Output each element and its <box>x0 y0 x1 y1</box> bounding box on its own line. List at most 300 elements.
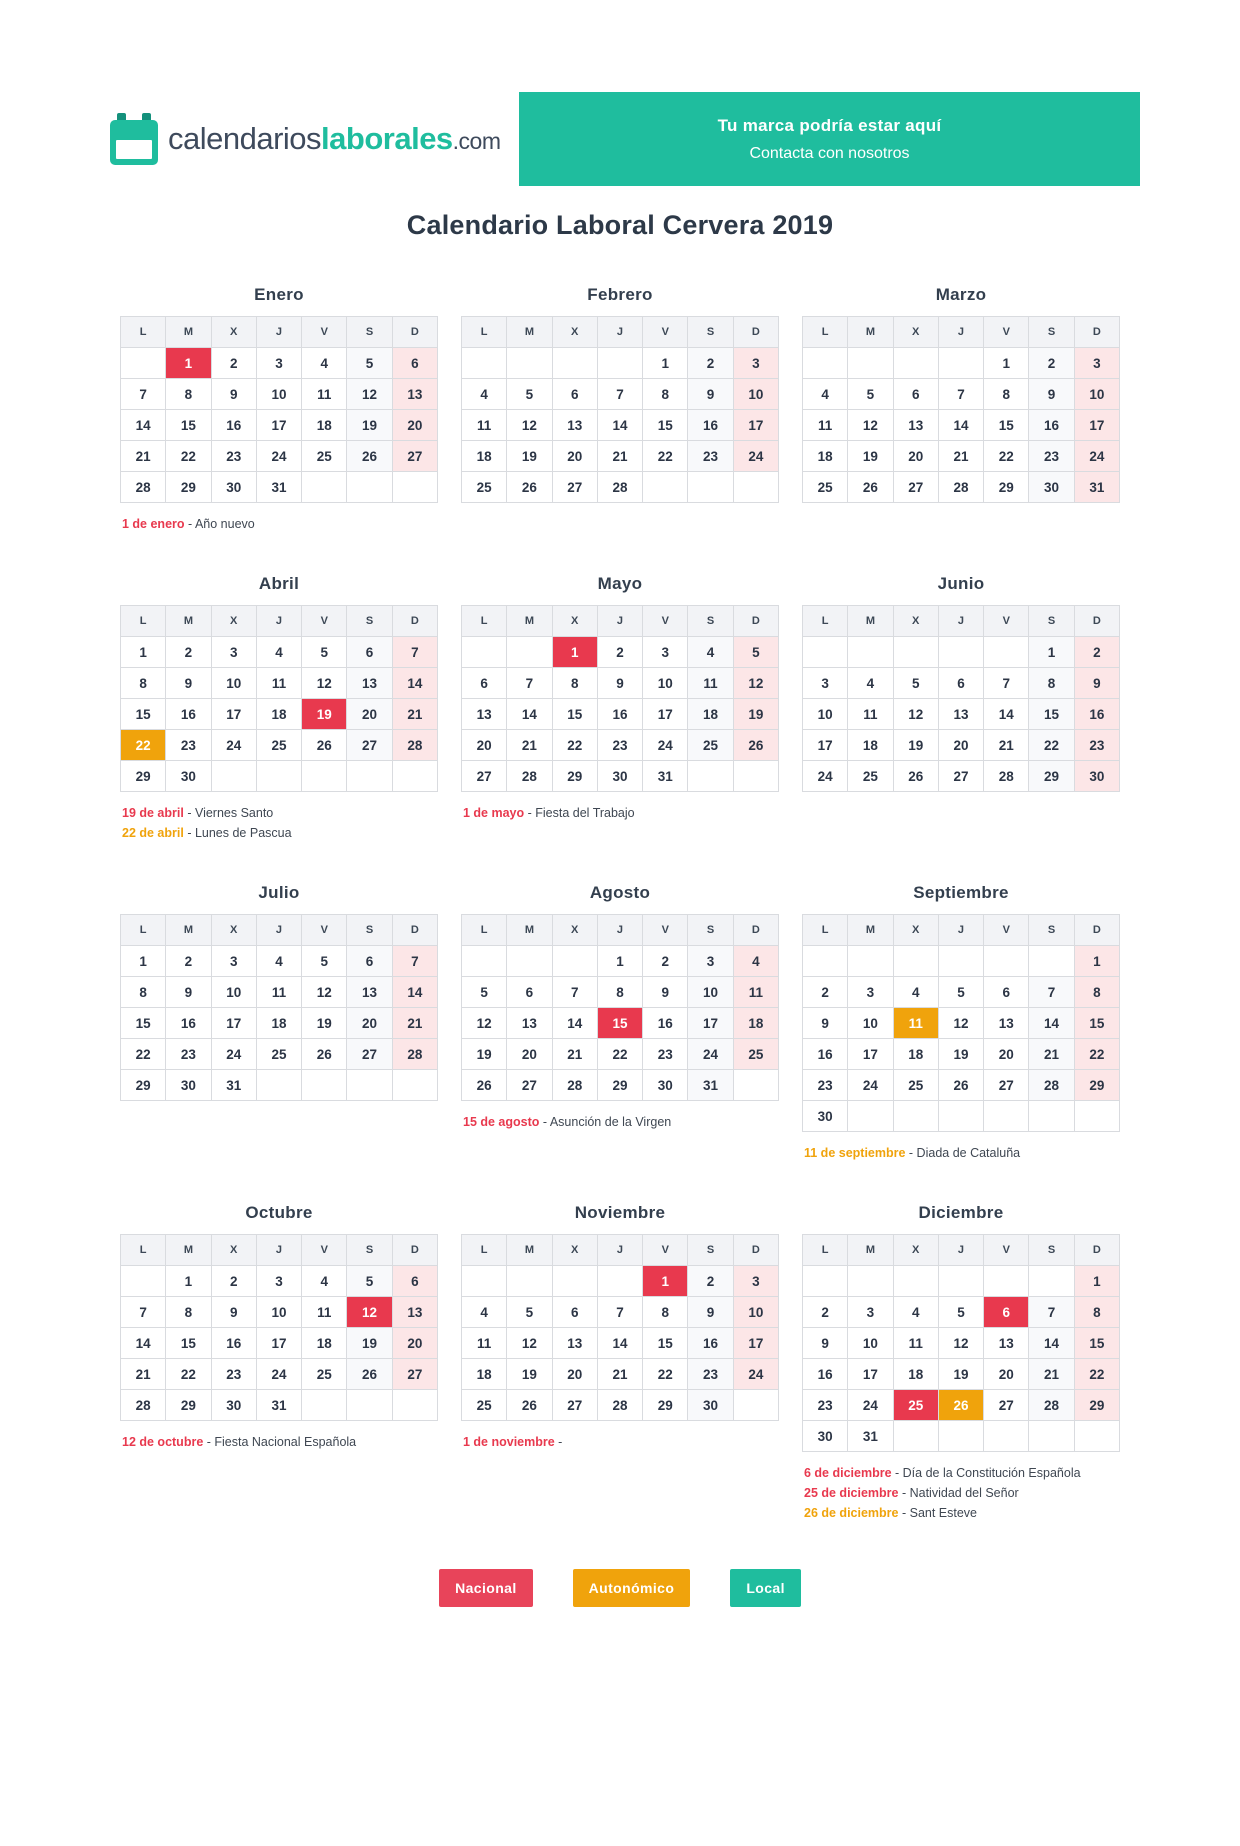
weekday-header-M: M <box>848 1235 893 1266</box>
day-cell: 14 <box>597 1328 642 1359</box>
empty-cell <box>938 1101 983 1132</box>
day-cell: 13 <box>552 410 597 441</box>
day-cell: 20 <box>392 410 437 441</box>
day-cell: 11 <box>733 977 778 1008</box>
calendar-table-junio <box>802 605 1120 792</box>
day-cell: 28 <box>121 472 166 503</box>
day-cell: 3 <box>256 348 301 379</box>
empty-cell <box>597 348 642 379</box>
empty-cell <box>893 1101 938 1132</box>
day-cell: 23 <box>166 1039 211 1070</box>
day-cell: 28 <box>552 1070 597 1101</box>
day-cell: 6 <box>552 1297 597 1328</box>
holiday-note-desc: - Sant Esteve <box>898 1506 978 1520</box>
day-cell: 26 <box>507 1390 552 1421</box>
day-cell: 5 <box>938 1297 983 1328</box>
weekday-header-S: S <box>347 915 392 946</box>
ad-banner-contact-link[interactable]: Contacta con nosotros <box>749 144 910 162</box>
empty-cell <box>392 1070 437 1101</box>
day-cell: 19 <box>733 699 778 730</box>
legend-button-national[interactable]: Nacional <box>439 1569 533 1607</box>
day-cell: 18 <box>893 1359 938 1390</box>
day-cell: 9 <box>166 977 211 1008</box>
empty-cell <box>256 1070 301 1101</box>
calendar-table-diciembre <box>802 1234 1120 1452</box>
day-cell: 5 <box>302 946 347 977</box>
day-cell: 30 <box>643 1070 688 1101</box>
day-cell: 29 <box>552 761 597 792</box>
day-cell: 29 <box>984 472 1029 503</box>
day-cell: 29 <box>121 1070 166 1101</box>
day-cell: 6 <box>347 946 392 977</box>
weekday-header-V: V <box>643 915 688 946</box>
day-cell: 14 <box>938 410 983 441</box>
holiday-note-date: 1 de mayo <box>463 806 525 820</box>
day-cell: 23 <box>688 441 733 472</box>
day-cell: 3 <box>848 1297 893 1328</box>
day-cell: 31 <box>688 1070 733 1101</box>
day-cell: 18 <box>462 1359 507 1390</box>
day-cell: 5 <box>848 379 893 410</box>
empty-cell <box>256 761 301 792</box>
day-cell: 12 <box>938 1008 983 1039</box>
empty-cell <box>984 1101 1029 1132</box>
day-cell: 23 <box>688 1359 733 1390</box>
month-octubre <box>120 1203 438 1452</box>
day-cell: 17 <box>733 410 778 441</box>
day-cell: 5 <box>302 637 347 668</box>
day-cell: 23 <box>1029 441 1074 472</box>
day-cell: 25 <box>256 1039 301 1070</box>
day-cell: 27 <box>552 1390 597 1421</box>
empty-cell <box>552 946 597 977</box>
day-cell: 11 <box>803 410 848 441</box>
empty-cell <box>347 1390 392 1421</box>
ad-banner[interactable] <box>519 92 1140 186</box>
holiday-note <box>463 1432 779 1452</box>
empty-cell <box>302 472 347 503</box>
weekday-header-D: D <box>733 606 778 637</box>
day-cell: 18 <box>688 699 733 730</box>
empty-cell <box>462 348 507 379</box>
day-cell: 14 <box>1029 1328 1074 1359</box>
day-cell: 5 <box>462 977 507 1008</box>
day-cell: 11 <box>893 1328 938 1359</box>
empty-cell <box>392 472 437 503</box>
empty-cell <box>848 946 893 977</box>
day-cell: 7 <box>1029 1297 1074 1328</box>
weekday-header-X: X <box>552 1235 597 1266</box>
day-cell: 27 <box>984 1390 1029 1421</box>
empty-cell <box>462 946 507 977</box>
day-cell: 7 <box>597 1297 642 1328</box>
calendar-table-mayo <box>461 605 779 792</box>
empty-cell <box>597 1266 642 1297</box>
holiday-note-date: 1 de noviembre <box>463 1435 555 1449</box>
day-cell: 21 <box>121 1359 166 1390</box>
day-cell: 22 <box>1074 1359 1119 1390</box>
month-title-julio: Julio <box>258 883 300 902</box>
day-cell: 17 <box>256 1328 301 1359</box>
weekday-header-D: D <box>392 317 437 348</box>
weekday-header-L: L <box>462 1235 507 1266</box>
day-cell: 17 <box>1074 410 1119 441</box>
page-title: Calendario Laboral Cervera 2019 <box>406 210 834 240</box>
day-cell: 9 <box>211 1297 256 1328</box>
weekday-header-D: D <box>392 606 437 637</box>
holiday-note-desc: - Día de la Constitución Española <box>891 1466 1081 1480</box>
day-cell: 6 <box>392 1266 437 1297</box>
day-cell: 4 <box>893 977 938 1008</box>
day-cell: 5 <box>507 379 552 410</box>
day-cell: 25 <box>848 761 893 792</box>
day-cell: 15 <box>643 1328 688 1359</box>
day-cell: 20 <box>462 730 507 761</box>
day-cell: 4 <box>302 348 347 379</box>
weekday-header-L: L <box>121 317 166 348</box>
calendar-table-septiembre <box>802 914 1120 1132</box>
empty-cell <box>1029 1266 1074 1297</box>
day-cell: 27 <box>507 1070 552 1101</box>
weekday-header-L: L <box>803 606 848 637</box>
logo-word-calendarios: calendarios <box>168 121 322 156</box>
weekday-header-L: L <box>803 317 848 348</box>
day-cell: 31 <box>256 1390 301 1421</box>
empty-cell <box>392 1390 437 1421</box>
day-cell: 26 <box>507 472 552 503</box>
day-cell: 20 <box>893 441 938 472</box>
day-cell: 1 <box>1029 637 1074 668</box>
day-cell: 13 <box>984 1008 1029 1039</box>
empty-cell <box>302 1390 347 1421</box>
day-cell: 9 <box>211 379 256 410</box>
day-cell: 27 <box>462 761 507 792</box>
day-cell: 31 <box>1074 472 1119 503</box>
day-cell: 8 <box>121 977 166 1008</box>
day-cell: 5 <box>347 1266 392 1297</box>
day-cell: 27 <box>347 1039 392 1070</box>
day-cell: 6 <box>392 348 437 379</box>
day-cell: 7 <box>597 379 642 410</box>
day-cell: 11 <box>302 379 347 410</box>
day-cell: 12 <box>733 668 778 699</box>
day-cell: 16 <box>211 410 256 441</box>
day-cell: 6 <box>552 379 597 410</box>
day-cell: 28 <box>1029 1070 1074 1101</box>
day-cell: 3 <box>256 1266 301 1297</box>
day-cell: 29 <box>1074 1070 1119 1101</box>
weekday-header-J: J <box>597 1235 642 1266</box>
holiday-note-desc: - Fiesta Nacional Española <box>203 1435 357 1449</box>
month-title-enero: Enero <box>254 285 304 304</box>
day-cell: 17 <box>733 1328 778 1359</box>
month-noviembre <box>461 1203 779 1452</box>
day-cell: 18 <box>462 441 507 472</box>
weekday-header-J: J <box>938 915 983 946</box>
weekday-header-L: L <box>462 915 507 946</box>
holiday-note-desc: - Diada de Cataluña <box>905 1146 1021 1160</box>
day-cell: 16 <box>166 699 211 730</box>
calendar-table-abril <box>120 605 438 792</box>
day-cell: 29 <box>166 1390 211 1421</box>
day-cell: 22 <box>984 441 1029 472</box>
day-cell: 12 <box>938 1328 983 1359</box>
day-cell: 5 <box>507 1297 552 1328</box>
day-cell: 2 <box>803 977 848 1008</box>
day-cell: 29 <box>121 761 166 792</box>
empty-cell <box>1074 1101 1119 1132</box>
day-cell: 8 <box>643 379 688 410</box>
day-cell: 10 <box>803 699 848 730</box>
holiday-note-date: 25 de diciembre <box>804 1486 899 1500</box>
weekday-header-M: M <box>166 1235 211 1266</box>
empty-cell <box>1029 946 1074 977</box>
day-cell: 20 <box>984 1359 1029 1390</box>
day-cell: 8 <box>597 977 642 1008</box>
day-cell: 9 <box>688 1297 733 1328</box>
month-title-octubre: Octubre <box>245 1203 313 1222</box>
day-cell: 28 <box>121 1390 166 1421</box>
page-header <box>110 92 1140 186</box>
empty-cell <box>462 1266 507 1297</box>
holiday-notes-octubre <box>120 1432 438 1452</box>
day-cell: 31 <box>256 472 301 503</box>
day-cell: 9 <box>1029 379 1074 410</box>
empty-cell <box>848 637 893 668</box>
month-title-abril: Abril <box>258 574 300 593</box>
weekday-header-M: M <box>507 606 552 637</box>
day-cell: 22 <box>166 1359 211 1390</box>
day-cell: 10 <box>1074 379 1119 410</box>
weekday-header-J: J <box>597 317 642 348</box>
day-cell: 18 <box>803 441 848 472</box>
day-cell: 29 <box>1029 761 1074 792</box>
logo-word-laborales: laborales <box>321 121 453 156</box>
day-cell: 23 <box>643 1039 688 1070</box>
holiday-note <box>804 1503 1120 1523</box>
day-cell: 24 <box>256 1359 301 1390</box>
weekday-header-V: V <box>643 317 688 348</box>
day-cell: 2 <box>211 1266 256 1297</box>
day-cell: 25 <box>688 730 733 761</box>
day-cell: 26 <box>347 441 392 472</box>
day-cell: 6 <box>347 637 392 668</box>
day-cell: 16 <box>211 1328 256 1359</box>
empty-cell <box>121 1266 166 1297</box>
empty-cell <box>848 348 893 379</box>
day-cell: 1 <box>166 1266 211 1297</box>
empty-cell <box>507 348 552 379</box>
day-cell: 28 <box>1029 1390 1074 1421</box>
day-cell: 14 <box>1029 1008 1074 1039</box>
weekday-header-M: M <box>848 915 893 946</box>
day-cell: 26 <box>733 730 778 761</box>
day-cell: 19 <box>462 1039 507 1070</box>
holiday-note-date: 12 de octubre <box>122 1435 204 1449</box>
day-cell: 11 <box>688 668 733 699</box>
months-grid <box>120 285 1120 1523</box>
day-cell: 26 <box>302 1039 347 1070</box>
day-cell: 25 <box>256 730 301 761</box>
weekday-header-X: X <box>893 317 938 348</box>
day-cell: 13 <box>392 379 437 410</box>
day-cell: 16 <box>1029 410 1074 441</box>
day-cell: 24 <box>643 730 688 761</box>
day-cell: 21 <box>392 1008 437 1039</box>
empty-cell <box>121 348 166 379</box>
empty-cell <box>1029 1421 1074 1452</box>
day-cell: 2 <box>597 637 642 668</box>
day-cell: 2 <box>166 946 211 977</box>
day-cell: 24 <box>1074 441 1119 472</box>
weekday-header-J: J <box>256 317 301 348</box>
day-cell: 21 <box>121 441 166 472</box>
weekday-header-X: X <box>893 606 938 637</box>
day-cell: 7 <box>984 668 1029 699</box>
day-cell: 14 <box>507 699 552 730</box>
empty-cell <box>893 1266 938 1297</box>
day-cell: 22 <box>597 1039 642 1070</box>
empty-cell <box>347 1070 392 1101</box>
day-cell: 28 <box>597 1390 642 1421</box>
day-cell: 10 <box>733 379 778 410</box>
day-cell: 24 <box>688 1039 733 1070</box>
day-cell: 10 <box>256 379 301 410</box>
day-cell: 7 <box>1029 977 1074 1008</box>
weekday-header-X: X <box>893 915 938 946</box>
empty-cell <box>893 946 938 977</box>
weekday-header-V: V <box>302 317 347 348</box>
day-cell: 15 <box>121 699 166 730</box>
day-cell: 16 <box>803 1039 848 1070</box>
empty-cell <box>552 1266 597 1297</box>
holiday-note-desc: - Natividad del Señor <box>898 1486 1019 1500</box>
day-cell: 20 <box>347 699 392 730</box>
day-cell: 11 <box>462 1328 507 1359</box>
day-cell: 20 <box>938 730 983 761</box>
weekday-header-V: V <box>643 606 688 637</box>
day-cell: 28 <box>984 761 1029 792</box>
empty-cell <box>462 637 507 668</box>
day-cell: 19 <box>893 730 938 761</box>
weekday-header-J: J <box>256 606 301 637</box>
day-cell: 30 <box>166 1070 211 1101</box>
month-julio <box>120 883 438 1101</box>
holiday-note <box>804 1143 1120 1163</box>
weekday-header-X: X <box>211 317 256 348</box>
day-cell: 10 <box>256 1297 301 1328</box>
empty-cell <box>733 472 778 503</box>
weekday-header-X: X <box>552 915 597 946</box>
day-cell: 14 <box>984 699 1029 730</box>
day-cell: 17 <box>848 1039 893 1070</box>
empty-cell <box>938 946 983 977</box>
empty-cell <box>507 946 552 977</box>
legend-button-local[interactable]: Local <box>730 1569 801 1607</box>
weekday-header-L: L <box>121 606 166 637</box>
empty-cell <box>938 1266 983 1297</box>
day-cell: 30 <box>211 472 256 503</box>
empty-cell <box>507 637 552 668</box>
month-junio <box>802 574 1120 792</box>
day-cell: 11 <box>302 1297 347 1328</box>
day-cell: 13 <box>347 668 392 699</box>
day-cell: 28 <box>597 472 642 503</box>
day-cell: 30 <box>688 1390 733 1421</box>
empty-cell <box>893 637 938 668</box>
day-cell: 10 <box>848 1008 893 1039</box>
day-cell: 2 <box>1074 637 1119 668</box>
weekday-header-S: S <box>688 1235 733 1266</box>
day-cell: 12 <box>347 379 392 410</box>
empty-cell <box>893 1421 938 1452</box>
day-cell: 1 <box>552 637 597 668</box>
calendar-table-febrero <box>461 316 779 503</box>
day-cell: 18 <box>733 1008 778 1039</box>
day-cell: 7 <box>938 379 983 410</box>
day-cell: 14 <box>121 410 166 441</box>
day-cell: 12 <box>507 410 552 441</box>
holiday-notes-septiembre <box>802 1143 1120 1163</box>
day-cell: 19 <box>938 1039 983 1070</box>
weekday-header-L: L <box>121 915 166 946</box>
holiday-note-desc: - <box>554 1435 563 1449</box>
day-cell: 19 <box>347 1328 392 1359</box>
weekday-header-J: J <box>256 1235 301 1266</box>
day-cell: 9 <box>643 977 688 1008</box>
day-cell: 21 <box>938 441 983 472</box>
day-cell: 2 <box>166 637 211 668</box>
day-cell: 2 <box>643 946 688 977</box>
day-cell: 25 <box>302 1359 347 1390</box>
day-cell: 1 <box>1074 946 1119 977</box>
site-logo[interactable] <box>110 113 501 165</box>
day-cell: 25 <box>462 1390 507 1421</box>
day-cell: 28 <box>392 730 437 761</box>
day-cell: 3 <box>1074 348 1119 379</box>
day-cell: 21 <box>1029 1359 1074 1390</box>
holiday-note-date: 19 de abril <box>122 806 184 820</box>
empty-cell <box>347 472 392 503</box>
day-cell: 26 <box>462 1070 507 1101</box>
day-cell: 17 <box>643 699 688 730</box>
weekday-header-X: X <box>211 606 256 637</box>
day-cell: 30 <box>1074 761 1119 792</box>
day-cell: 25 <box>893 1070 938 1101</box>
day-cell: 27 <box>938 761 983 792</box>
legend-button-autonomic[interactable]: Autonómico <box>573 1569 691 1607</box>
day-cell: 18 <box>893 1039 938 1070</box>
holiday-notes-diciembre <box>802 1463 1120 1523</box>
weekday-header-V: V <box>984 1235 1029 1266</box>
weekday-header-S: S <box>1029 317 1074 348</box>
weekday-header-S: S <box>688 915 733 946</box>
day-cell: 29 <box>166 472 211 503</box>
month-marzo <box>802 285 1120 503</box>
day-cell: 22 <box>643 1359 688 1390</box>
day-cell: 25 <box>462 472 507 503</box>
weekday-header-S: S <box>347 606 392 637</box>
day-cell: 26 <box>848 472 893 503</box>
day-cell: 10 <box>733 1297 778 1328</box>
weekday-header-D: D <box>733 1235 778 1266</box>
holiday-note-date: 1 de enero <box>122 517 185 531</box>
empty-cell <box>733 1390 778 1421</box>
day-cell: 8 <box>1074 977 1119 1008</box>
day-cell: 6 <box>893 379 938 410</box>
day-cell: 10 <box>211 977 256 1008</box>
day-cell: 25 <box>803 472 848 503</box>
